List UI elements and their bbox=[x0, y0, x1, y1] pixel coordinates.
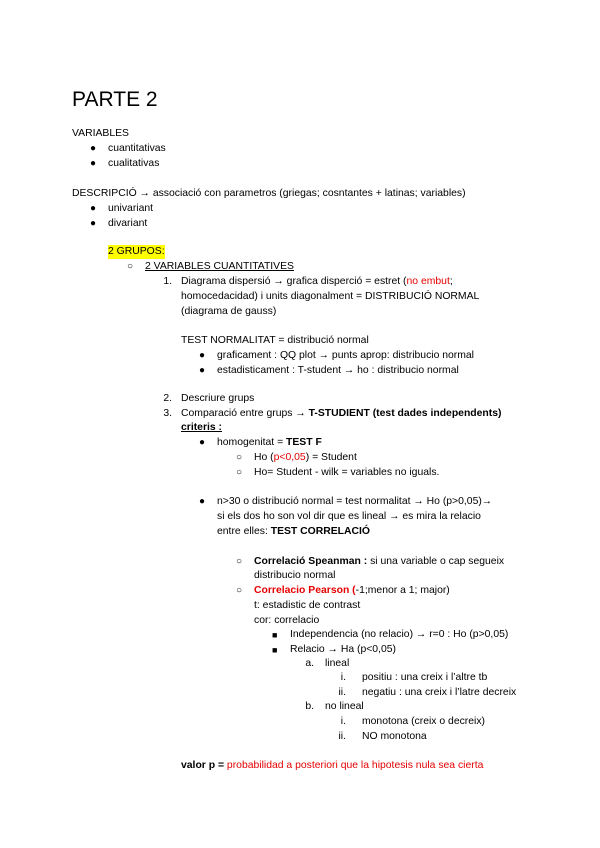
item1-line2: homocedacidad) i units diagonalment = DISTRIBUCIÓ NORMAL bbox=[181, 291, 480, 302]
list-number: 3. bbox=[163, 408, 172, 419]
bullet-icon: ● bbox=[199, 365, 206, 376]
variables-heading: VARIABLES bbox=[72, 128, 129, 139]
spearman-text-b: si una variable o cap segueix bbox=[370, 556, 505, 567]
n30-text-b: TEST CORRELACIÓ bbox=[270, 526, 371, 537]
item1-line1 bbox=[181, 275, 453, 289]
homogenitat-sub2: Ho= Student - wilk = variables no iguals. bbox=[254, 467, 440, 478]
spearman-text-a: Correlació Speanman : bbox=[254, 556, 371, 567]
pearson-monotona: monotona (creix o decreix) bbox=[362, 716, 486, 727]
list-item: cuantitativas bbox=[108, 143, 166, 154]
grupos-heading: 2 GRUPOS: bbox=[108, 246, 165, 257]
pearson-text-red: Correlacio Pearson ( bbox=[254, 585, 356, 596]
item1-text-a: Diagrama dispersió → grafica disperció = estret ( bbox=[181, 276, 407, 287]
circle-bullet-icon: ○ bbox=[236, 556, 243, 567]
homogenitat-text-a: homogenitat = bbox=[217, 437, 287, 448]
item1-line3: (diagrama de gauss) bbox=[181, 306, 277, 317]
pearson-no-monotona: NO monotona bbox=[362, 731, 427, 742]
test-normalitat-line: TEST NORMALITAT = distribució normal bbox=[181, 335, 369, 346]
item3-text-a: Comparació entre grups → bbox=[181, 408, 309, 419]
list-item: univariant bbox=[108, 203, 154, 214]
bullet-icon: ● bbox=[90, 218, 97, 229]
list-item: divariant bbox=[108, 218, 148, 229]
spearman-line1 bbox=[254, 555, 504, 569]
list-item: cualitativas bbox=[108, 158, 160, 169]
circle-bullet-icon: ○ bbox=[236, 452, 243, 463]
pearson-lineal: lineal bbox=[325, 658, 350, 669]
list-number: ii. bbox=[338, 731, 346, 742]
list-number: a. bbox=[305, 658, 314, 669]
list-number: b. bbox=[305, 701, 314, 712]
pearson-text-rest: -1;menor a 1; major) bbox=[355, 585, 450, 596]
bullet-icon: ● bbox=[90, 158, 97, 169]
pearson-positiu: positiu : una creix i l’altre tb bbox=[362, 672, 488, 683]
item3-text-b: T-STUDIENT (test dades independents) bbox=[308, 408, 502, 419]
homogenitat-line bbox=[217, 436, 322, 450]
pearson-line2: t: estadistic de contrast bbox=[254, 600, 361, 611]
circle-bullet-icon: ○ bbox=[127, 261, 134, 272]
valor-p-line bbox=[181, 759, 483, 773]
item2-text: Descriure grups bbox=[181, 393, 255, 404]
pearson-line1 bbox=[254, 584, 450, 598]
list-item: estadisticament : T-student → ho : distribucio normal bbox=[217, 365, 459, 376]
pearson-no-lineal: no lineal bbox=[325, 701, 364, 712]
descripcio-line: DESCRIPCIÓ → associació con parametros (griegas; cosntantes + latinas; variables) bbox=[72, 188, 466, 199]
sub1-text-b: ) = Student bbox=[305, 452, 357, 463]
square-bullet-icon: ■ bbox=[272, 630, 278, 640]
bullet-icon: ● bbox=[90, 203, 97, 214]
pearson-relacio: Relacio → Ha (p<0,05) bbox=[290, 644, 396, 655]
homogenitat-sub1 bbox=[254, 451, 357, 465]
list-number: i. bbox=[340, 672, 346, 683]
pearson-negatiu: negatiu : una creix i l’latre decreix bbox=[362, 687, 517, 698]
pearson-line3: cor: correlacio bbox=[254, 615, 320, 626]
sub1-text-a: Ho ( bbox=[254, 452, 274, 463]
item1-text-b: ; bbox=[449, 276, 453, 287]
item3-line bbox=[181, 407, 501, 421]
criteris-heading: criteris : bbox=[181, 422, 223, 433]
list-number: 1. bbox=[163, 276, 172, 287]
sub1-text-red: p<0,05 bbox=[273, 452, 306, 463]
valor-p-label: valor p = bbox=[181, 760, 227, 771]
list-number: i. bbox=[340, 716, 346, 727]
bullet-icon: ● bbox=[199, 350, 206, 361]
homogenitat-text-b: TEST F bbox=[286, 437, 322, 448]
list-number: 2. bbox=[163, 393, 172, 404]
bullet-icon: ● bbox=[199, 496, 206, 507]
spearman-line2: distribucio normal bbox=[254, 570, 336, 581]
valor-p-definition: probabilidad a posteriori que la hipotesis nula sea cierta bbox=[226, 760, 484, 771]
grupos-subheading: 2 VARIABLES CUANTITATIVES bbox=[145, 261, 294, 272]
bullet-icon: ● bbox=[199, 437, 206, 448]
pearson-independencia: Independencia (no relacio) → r=0 : Ho (p>0,05) bbox=[290, 629, 509, 640]
page-title: PARTE 2 bbox=[72, 88, 158, 111]
circle-bullet-icon: ○ bbox=[236, 585, 243, 596]
list-number: ii. bbox=[338, 687, 346, 698]
item1-text-red: no embut bbox=[406, 276, 450, 287]
n30-text-a: entre elles: bbox=[217, 526, 271, 537]
square-bullet-icon: ■ bbox=[272, 645, 278, 655]
list-item: graficament : QQ plot → punts aprop: distribucio normal bbox=[217, 350, 474, 361]
circle-bullet-icon: ○ bbox=[236, 467, 243, 478]
n30-line2: si els dos ho son vol dir que es lineal → es mira la relacio bbox=[217, 511, 481, 522]
n30-line3 bbox=[217, 525, 370, 539]
n30-line1: n>30 o distribució normal = test normalitat → Ho (p>0,05)→ bbox=[217, 496, 493, 507]
bullet-icon: ● bbox=[90, 143, 97, 154]
